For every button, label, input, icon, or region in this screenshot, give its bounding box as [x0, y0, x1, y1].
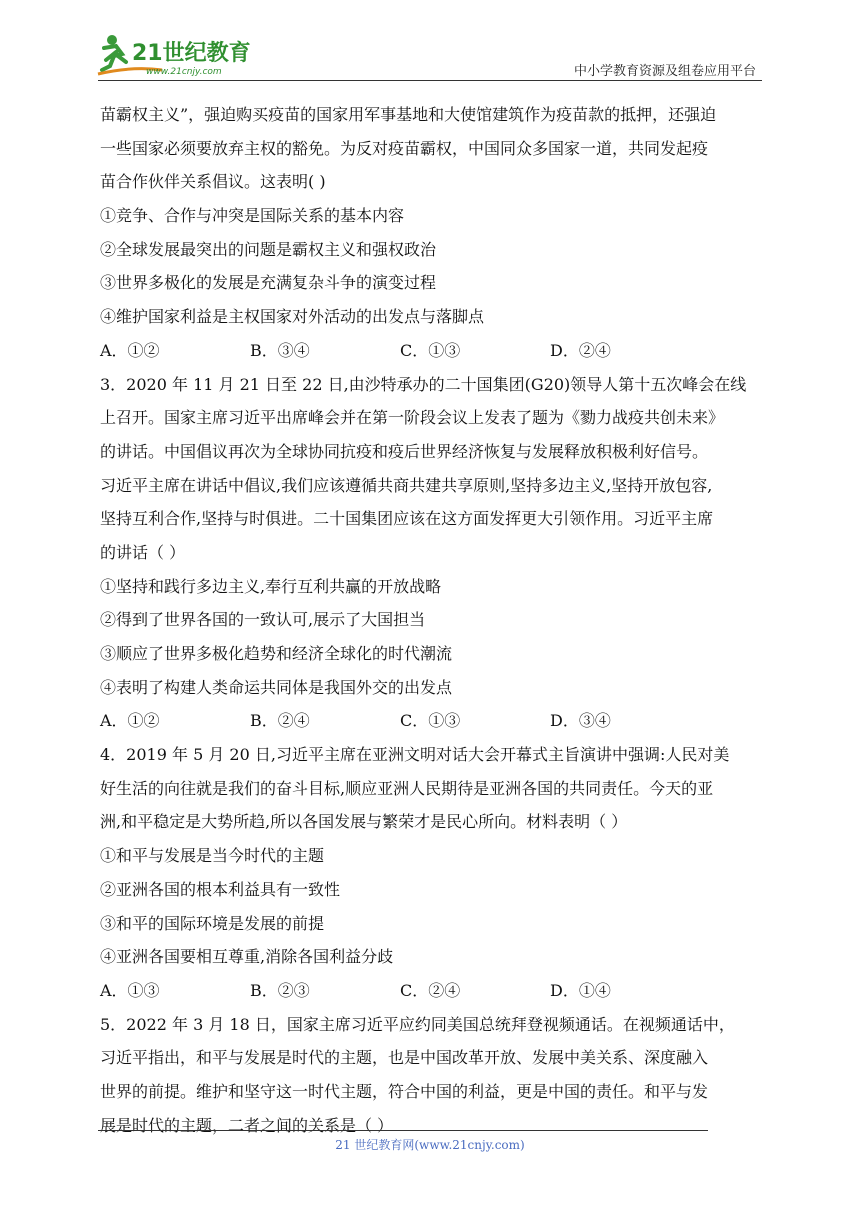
answer-options: [100, 974, 762, 1008]
question-text-line: 苗合作伙伴关系倡议。这表明( ): [100, 172, 326, 192]
question-text-line: 好生活的向往就是我们的奋斗目标,顺应亚洲人民期待是亚洲各国的共同责任。今天的亚: [100, 778, 714, 798]
statement-item: ①竞争、合作与冲突是国际关系的基本内容: [100, 206, 405, 226]
question-text-line: 一些国家必须要放弃主权的豁免。为反对疫苗霸权，中国同众多国家一道，共同发起疫: [100, 138, 709, 158]
question-text-line: 坚持互利合作,坚持与时俱进。二十国集团应该在这方面发挥更大引领作用。习近平主席: [100, 509, 714, 529]
statement-item: ④表明了构建人类命运共同体是我国外交的出发点: [100, 677, 453, 697]
option-a: A．①③: [100, 980, 160, 1000]
statement-item: ①和平与发展是当今时代的主题: [100, 846, 325, 866]
question-text-line: 展是时代的主题，二者之间的关系是（ ）: [100, 1115, 394, 1135]
option-d: D．②④: [550, 340, 611, 360]
answer-options: [100, 334, 762, 368]
question-text-line: 4．2019 年 5 月 20 日,习近平主席在亚洲文明对话大会开幕式主旨演讲中强调:人民对美: [100, 745, 730, 765]
option-d: D．③④: [550, 711, 611, 731]
statement-item: ②得到了世界各国的一致认可,展示了大国担当: [100, 610, 426, 630]
answer-options: [100, 704, 762, 738]
statement-item: ③和平的国际环境是发展的前提: [100, 913, 325, 933]
option-a: A．①②: [100, 340, 160, 360]
statement-item: ③顺应了世界多极化趋势和经济全球化的时代潮流: [100, 644, 453, 663]
question-2-continued: [100, 98, 762, 368]
brand-text: 21世纪教育: [132, 41, 251, 66]
question-text-line: 习近平指出，和平与发展是时代的主题，也是中国改革开放、发展中美关系、深度融入: [100, 1048, 709, 1068]
option-b: B．③④: [250, 340, 310, 360]
question-text-line: 5．2022 年 3 月 18 日，国家主席习近平应约同美国总统拜登视频通话。在视频通话中，: [100, 1014, 735, 1034]
statement-item: ④维护国家利益是主权国家对外活动的出发点与落脚点: [100, 307, 485, 327]
brand-url: www.21cnjy.com: [146, 67, 222, 77]
question-4: [100, 738, 762, 1008]
page-footer: 21 世纪教育网(www.21cnjy.com): [335, 1138, 525, 1152]
platform-name: 中小学教育资源及组卷应用平台: [573, 64, 756, 79]
question-text-line: 苗霸权主义”，强迫购买疫苗的国家用军事基地和大使馆建筑作为疫苗款的抵押，还强迫: [100, 105, 717, 124]
statement-item: ④亚洲各国要相互尊重,消除各国利益分歧: [100, 947, 394, 967]
option-c: C．②④: [400, 980, 461, 1000]
option-b: B．②③: [250, 980, 310, 1000]
question-text-line: 上召开。国家主席习近平出席峰会并在第一阶段会议上发表了题为《勠力战疫共创未来》: [100, 408, 725, 428]
option-c: C．①③: [400, 711, 461, 731]
footer-divider: [98, 1130, 708, 1131]
question-text-line: 习近平主席在讲话中倡议,我们应该遵循共商共建共享原则,坚持多边主义,坚持开放包容,: [100, 475, 713, 495]
option-a: A．①②: [100, 711, 160, 731]
page-header: [0, 0, 860, 90]
question-text-line: 的讲话。中国倡议再次为全球协同抗疫和疫后世界经济恢复与发展释放积极利好信号。: [100, 441, 709, 461]
document-body: [100, 98, 762, 1142]
option-d: D．①④: [550, 980, 611, 1000]
option-c: C．①③: [400, 340, 461, 360]
brand-logo: [92, 30, 262, 80]
question-5: [100, 1008, 762, 1143]
header-divider: [98, 80, 762, 81]
question-3: [100, 368, 762, 739]
statement-item: ①坚持和践行多边主义,奉行互利共赢的开放战略: [100, 576, 442, 596]
question-text-line: 3．2020 年 11 月 21 日至 22 日,由沙特承办的二十国集团(G20)领导人第十五次峰会在线: [100, 374, 747, 394]
statement-item: ③世界多极化的发展是充满复杂斗争的演变过程: [100, 273, 437, 293]
statement-item: ②亚洲各国的根本利益具有一致性: [100, 879, 341, 899]
question-text-line: 洲,和平稳定是大势所趋,所以各国发展与繁荣才是民心所向。材料表明（ ）: [100, 812, 628, 832]
option-b: B．②④: [250, 711, 310, 731]
question-text-line: 世界的前提。维护和坚守这一时代主题，符合中国的利益，更是中国的责任。和平与发: [100, 1081, 709, 1101]
question-text-line: 的讲话（ ）: [100, 542, 186, 562]
statement-item: ②全球发展最突出的问题是霸权主义和强权政治: [100, 239, 437, 259]
